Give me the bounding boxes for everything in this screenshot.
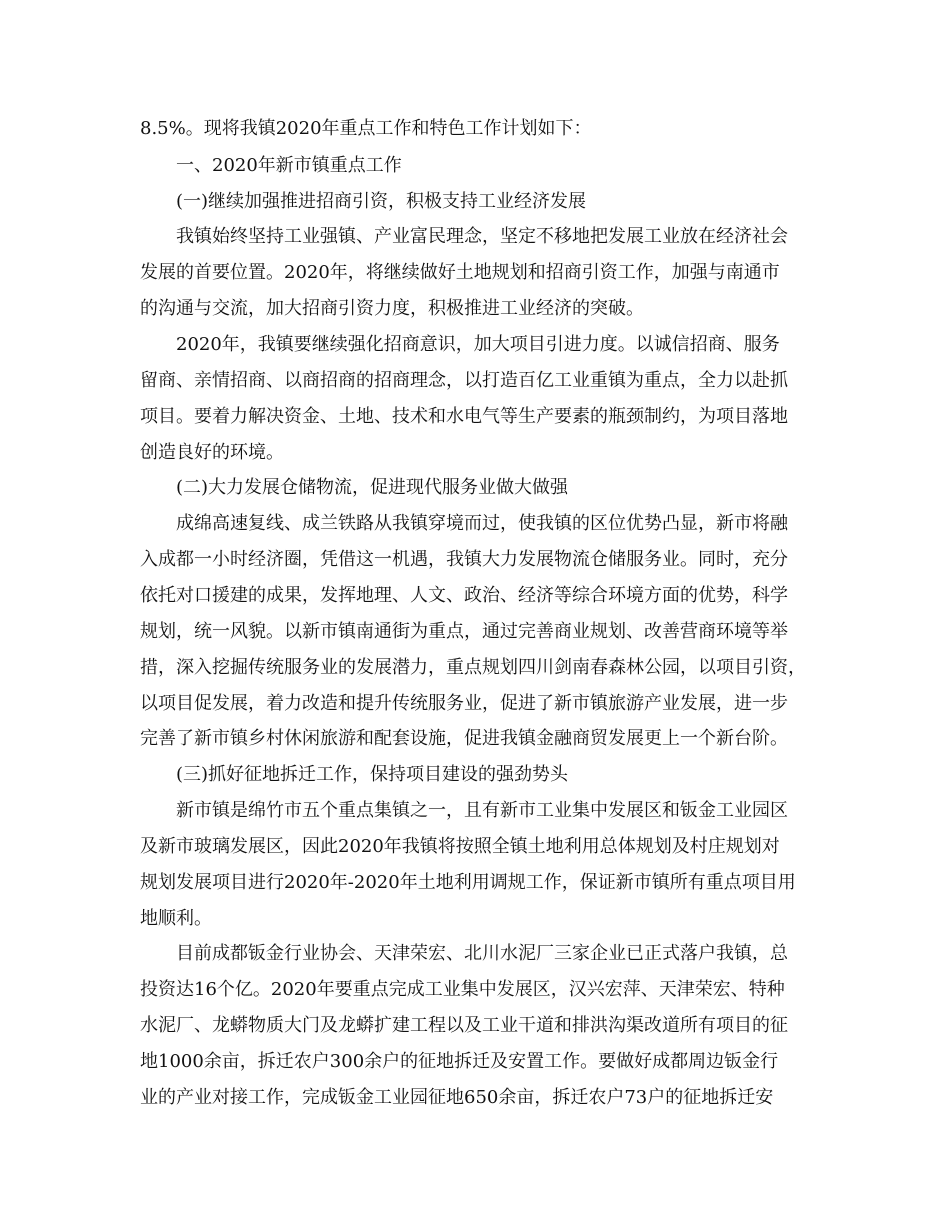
text-line: 新市镇是绵竹市五个重点集镇之一，且有新市工业集中发展区和钣金工业园区 bbox=[176, 800, 788, 821]
section-heading: 一、2020年新市镇重点工作 bbox=[176, 155, 402, 176]
subsection-heading: (一)继续加强推进招商引资，积极支持工业经济发展 bbox=[176, 191, 587, 212]
text-line: 的沟通与交流，加大招商引资力度，积极推进工业经济的突破。 bbox=[140, 298, 644, 319]
text-line: 创造良好的环境。 bbox=[140, 442, 284, 463]
text-line: 水泥厂、龙蟒物质大门及龙蟒扩建工程以及工业干道和排洪沟渠改道所有项目的征 bbox=[140, 1015, 788, 1036]
subsection-heading: (二)大力发展仓储物流，促进现代服务业做大做强 bbox=[176, 477, 569, 498]
text-line: 成绵高速复线、成兰铁路从我镇穿境而过，使我镇的区位优势凸显，新市将融 bbox=[176, 513, 788, 534]
text-line: 入成都一小时经济圈，凭借这一机遇，我镇大力发展物流仓储服务业。同时，充分 bbox=[140, 549, 788, 570]
text-line: 投资达16个亿。2020年要重点完成工业集中发展区，汉兴宏萍、天津荣宏、特种 bbox=[140, 979, 785, 1000]
subsection-heading: (三)抓好征地拆迁工作，保持项目建设的强劲势头 bbox=[176, 764, 569, 785]
text-line: 及新市玻璃发展区，因此2020年我镇将按照全镇土地利用总体规划及村庄规划对 bbox=[140, 836, 780, 857]
text-line: 依托对口援建的成果，发挥地理、人文、政治、经济等综合环境方面的优势，科学 bbox=[140, 585, 788, 606]
text-line: 措，深入挖掘传统服务业的发展潜力，重点规划四川剑南春森林公园，以项目引资， bbox=[140, 657, 806, 678]
text-line: 发展的首要位置。2020年，将继续做好土地规划和招商引资工作，加强与南通市 bbox=[140, 262, 780, 283]
text-line: 目前成都钣金行业协会、天津荣宏、北川水泥厂三家企业已正式落户我镇，总 bbox=[176, 943, 788, 964]
text-line: 项目。要着力解决资金、土地、技术和水电气等生产要素的瓶颈制约，为项目落地 bbox=[140, 406, 788, 427]
text-line: 我镇始终坚持工业强镇、产业富民理念，坚定不移地把发展工业放在经济社会 bbox=[176, 226, 788, 247]
text-line: 完善了新市镇乡村休闲旅游和配套设施，促进我镇金融商贸发展更上一个新台阶。 bbox=[140, 728, 788, 749]
text-line: 以项目促发展，着力改造和提升传统服务业，促进了新市镇旅游产业发展，进一步 bbox=[140, 693, 788, 714]
text-line: 业的产业对接工作，完成钣金工业园征地650余亩，拆迁农户73户的征地拆迁安 bbox=[140, 1087, 774, 1108]
text-line: 规划发展项目进行2020年-2020年土地利用调规工作，保证新市镇所有重点项目用 bbox=[140, 872, 796, 893]
text-line: 留商、亲情招商、以商招商的招商理念，以打造百亿工业重镇为重点，全力以赴抓 bbox=[140, 370, 788, 391]
text-line: 地1000余亩，拆迁农户300余户的征地拆迁及安置工作。要做好成都周边钣金行 bbox=[140, 1051, 779, 1072]
text-line: 地顺利。 bbox=[140, 908, 212, 929]
text-line: 2020年，我镇要继续强化招商意识，加大项目引进力度。以诚信招商、服务 bbox=[176, 334, 780, 355]
text-line: 8.5%。现将我镇2020年重点工作和特色工作计划如下： bbox=[140, 118, 592, 139]
text-line: 规划，统一风貌。以新市镇南通街为重点，通过完善商业规划、改善营商环境等举 bbox=[140, 621, 788, 642]
